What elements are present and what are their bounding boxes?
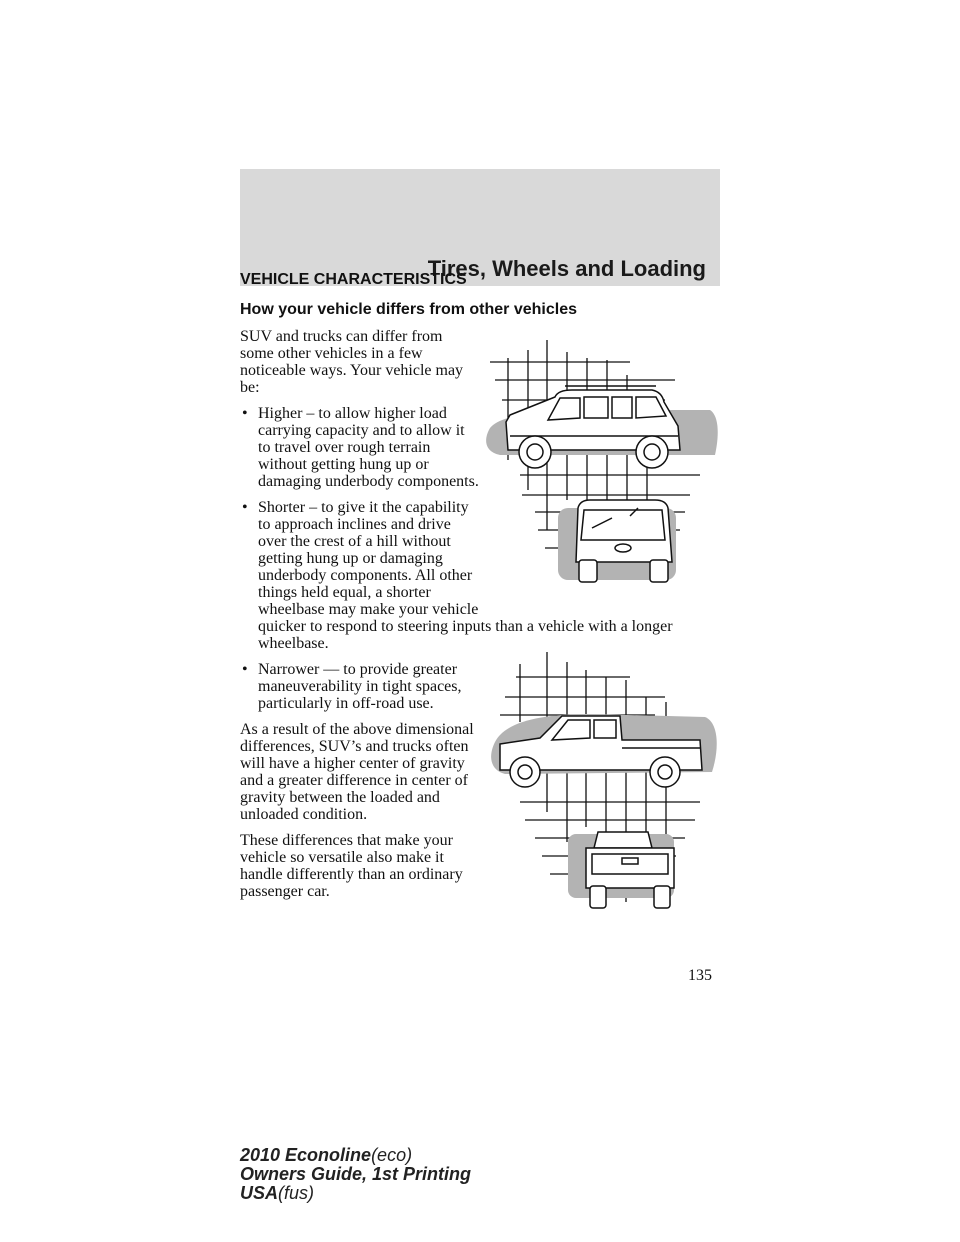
footer-printing: Owners Guide, 1st Printing xyxy=(240,1164,472,1184)
suv-illustration xyxy=(480,340,720,590)
bullet-narrower: • Narrower — to provide greater maneuverability in tight spaces, particularly in off-road use. xyxy=(242,661,462,712)
page-subheading: How your vehicle differs from other vehicles xyxy=(240,301,577,318)
pickup-illustration xyxy=(480,652,720,910)
bullet-shorter: • Shorter – to give it the capability to approach inclines and drive over the crest of a hill without getting hung up or damaging underbody components. All other things held equal, a shorter wheelbase may make your vehicle quicker to respond to steering inputs than a vehicle with a longer wheelbase. xyxy=(242,499,673,652)
footer-model-code: (eco) xyxy=(371,1145,413,1165)
section-title: Tires, Wheels and Loading xyxy=(427,256,706,281)
page-heading: VEHICLE CHARACTERISTICS xyxy=(240,271,467,288)
print-footer xyxy=(240,1146,471,1203)
center-of-gravity-paragraph: As a result of the above dimensional differences, SUV’s and trucks often will have a higher center of gravity and a greater difference in center of gravity between the loaded and unloaded condition. xyxy=(240,721,474,823)
bullet-higher: • Higher – to allow higher load carrying capacity and to allow it to travel over rough terrain without getting hung up or damaging underbody components. xyxy=(242,405,479,490)
bullet-glyph: • xyxy=(242,405,248,422)
handling-paragraph: These differences that make your vehicle so versatile also make it handle differently than an ordinary passenger car. xyxy=(240,832,463,900)
intro-paragraph: SUV and trucks can differ from some other vehicles in a few noticeable ways. Your vehicle may be: xyxy=(240,328,464,396)
bullet-glyph: • xyxy=(242,499,248,516)
page-number: 135 xyxy=(688,967,712,984)
footer-region: USA xyxy=(240,1183,279,1203)
footer-region-code: (fus) xyxy=(278,1183,315,1203)
footer-model: 2010 Econoline xyxy=(240,1145,372,1165)
suv-line-art xyxy=(480,340,720,590)
bullet-glyph: • xyxy=(242,661,248,678)
pickup-line-art xyxy=(480,652,720,910)
